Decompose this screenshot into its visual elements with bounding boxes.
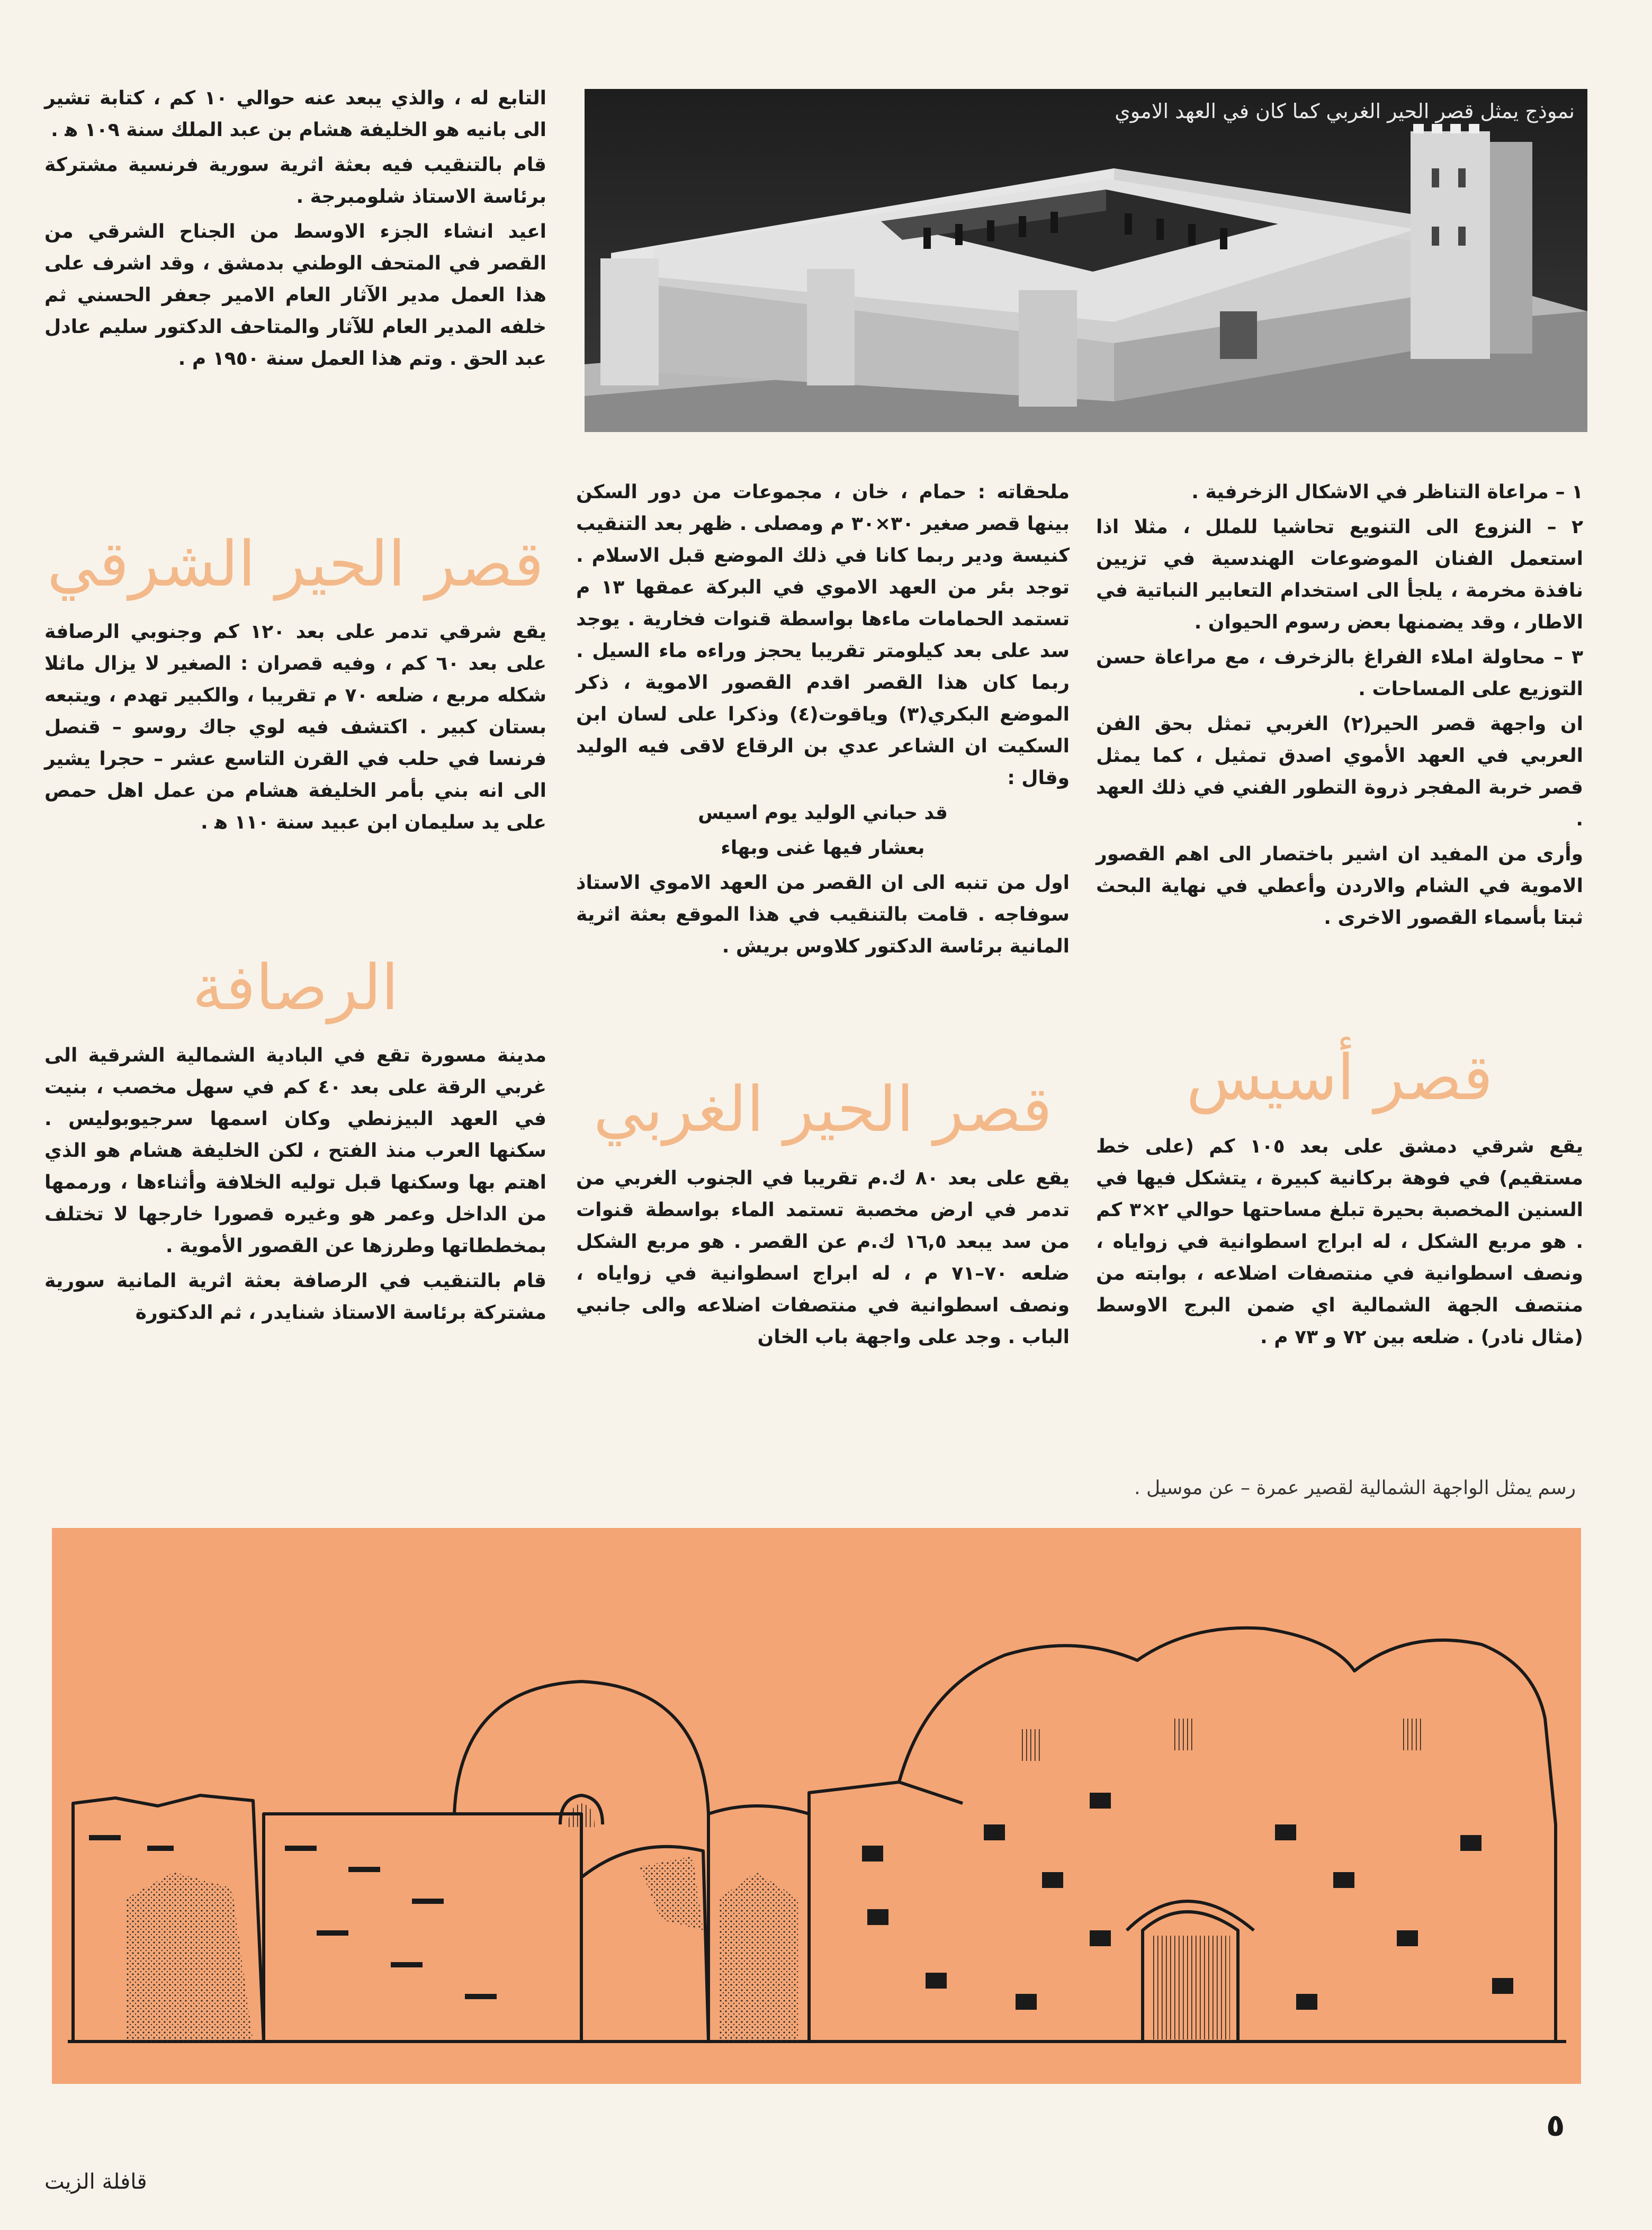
heading-qasr-al-hayr-east: قصر الحير الشرقي — [47, 527, 544, 600]
paragraph: ان واجهة قصر الحير(٢) الغربي تمثل بحق الفن العربي في العهد الأموي اصدق تمثيل ، كما يمثل قصر خربة المفجر ذروة التطور الفني في ذلك العهد . — [1096, 713, 1584, 830]
drawing-caption: رسم يمثل الواجهة الشمالية لقصير عمرة – عن موسيل . — [1134, 1477, 1576, 1499]
paragraph: اعيد انشاء الجزء الاوسط من الجناح الشرقي من القصر في المتحف الوطني بدمشق ، وقد اشرف على هذا العمل مدير الآثار العام الامير جعفر الحسني ثم خلفه المدير العام للآثار والمتاحف الدكتور سليم عادل عبد الحق . وتم هذا العمل سنة ١٩٥٠ م . — [44, 221, 546, 370]
left-column-rusafa-text — [44, 1040, 546, 1332]
list-item: ٢ – النزوع الى التنويع تحاشيا للملل ، مثلا اذا استعمل الفنان الموضوعات الهندسية في تزيين نافذة مخرمة ، يلجأ الى استخدام التعابير النباتية في الاطار ، وقد يضمنها بعض رسوم الحيوان . — [1096, 516, 1583, 633]
heading-qasr-al-hayr-west: قصر الحير الغربي — [593, 1073, 1053, 1146]
heading-qasr-usays: قصر أسيس — [1186, 1041, 1493, 1114]
paragraph: يقع شرقي تدمر على بعد ١٢٠ كم وجنوبي الرصافة على بعد ٦٠ كم ، وفيه قصران : الصغير لا يزال ماثلا شكله مربع ، ضلعه ٧٠ م تقريبا ، والكبير تهدم ، ويتبعه بستان كبير . اكتشف فيه لوي جاك روسو – قنصل فرنسا في حلب في القرن التاسع عشر – حجرا يشير الى انه بني بأمر الخليفة هشام من عمل اهل حمص على يد سليمان ابن عبيد سنة ١١٠ ﻫ . — [44, 621, 546, 833]
poem-verse-1: قد حباني الوليد يوم اسيس — [698, 802, 948, 824]
right-column — [1096, 476, 1583, 937]
paragraph: التابع له ، والذي يبعد عنه حوالي ١٠ كم ، كتابة تشير الى بانيه هو الخليفة هشام بن عبد الملك سنة ١٠٩ ﻫ . — [44, 87, 547, 141]
poem-verse-2: بعشار فيها غنى وبهاء — [721, 837, 925, 859]
facade-line-drawing — [52, 1528, 1581, 2084]
list-item: ٣ – محاولة املاء الفراغ بالزخرف ، مع مراعاة حسن التوزيع على المساحات . — [1096, 646, 1583, 700]
paragraph: وأرى من المفيد ان اشير باختصار الى اهم القصور الاموية في الشام والاردن وأعطي في نهاية البحث ثبتا بأسماء القصور الاخرى . — [1096, 843, 1583, 929]
paragraph: مدينة مسورة تقع في البادية الشمالية الشرقية الى غربي الرقة على بعد ٤٠ كم في سهل مخصب ، بنيت في العهد البيزنطي وكان اسمها سرجيوبوليس . سكنها العرب منذ الفتح ، لكن الخليفة هشام هو الذي اهتم بها وسكنها قبل توليه الخلافة وأثناءها ، ورممها من الداخل وعمر هو وغيره قصورا خارجها لا تختلف بمخططاتها وطرزها عن القصور الأموية . — [44, 1045, 547, 1257]
castle-model-image — [585, 89, 1587, 432]
paragraph: اول من تنبه الى ان القصر من العهد الاموي الاستاذ سوفاجه . قامت بالتنقيب في هذا الموقع بعثة اثرية المانية برئاسة الدكتور كلاوس بريش . — [576, 872, 1070, 957]
middle-column-west-palace-text — [576, 1163, 1070, 1356]
paragraph: قام بالتنقيب في الرصافة بعثة اثرية المانية سورية مشتركة برئاسة الاستاذ شنايدر ، ثم الدكتورة — [44, 1270, 546, 1324]
magazine-name: قافلة الزيت — [44, 2170, 147, 2194]
paragraph: يقع شرقي دمشق على بعد ١٠٥ كم (على خط مستقيم) في فوهة بركانية كبيرة ، يتشكل فيها في السنين المخصبة بحيرة تبلغ مساحتها حوالي ٢×٣ كم . هو مربع الشكل ، له ابراج اسطوانية في زواياه ، ونصف اسطوانية في منتصفات اضلاعه ، بوابته من منتصف الجهة الشمالية اي ضمن البرج الاوسط (مثال نادر) . ضلعه بين ٧٢ و ٧٣ م . — [1096, 1136, 1583, 1348]
left-column-east-palace-text — [44, 616, 546, 842]
right-column-usays-text — [1096, 1131, 1583, 1356]
list-item: ١ – مراعاة التناظر في الاشكال الزخرفية . — [1191, 481, 1583, 503]
heading-rusafa: الرصافة — [192, 951, 399, 1024]
qusayr-amra-facade-drawing — [52, 1528, 1581, 2084]
paragraph: قام بالتنقيب فيه بعثة اثرية سورية فرنسية مشتركة برئاسة الاستاذ شلومبرجة . — [44, 154, 546, 208]
castle-model-photo — [585, 89, 1587, 432]
paragraph: ملحقاته : حمام ، خان ، مجموعات من دور السكن بينها قصر صغير ٣٠×٣٠ م ومصلى . ظهر بعد التنقيب كنيسة ودير ربما كانا في ذلك الموضع قبل الاسلام . توجد بئر من العهد الاموي في البركة عمقها ١٣ م تستمد الحمامات ماءها بواسطة قنوات فخارية . يوجد سد على بعد كيلومتر تقريبا يحجز وراءه ماء السيل . ربما كان هذا القصر اقدم القصور الاموية ، ذكر الموضع البكري(٣) وياقوت(٤) وذكرا على لسان ابن السكيت ان الشاعر عدي بن الرقاع لاقى فيه الوليد وقال : — [576, 481, 1070, 789]
left-column — [44, 83, 546, 378]
photo-caption: نموذج يمثل قصر الحير الغربي كما كان في العهد الاموي — [1115, 100, 1575, 123]
paragraph: يقع على بعد ٨٠ ك.م تقريبا في الجنوب الغربي من تدمر في ارض مخصبة تستمد الماء بواسطة قنوات من سد يبعد ١٦,٥ ك.م عن القصر . هو مربع الشكل ضلعه ٧٠–٧١ م ، له ابراج اسطوانية في زواياه ، ونصف اسطوانية في منتصفات اضلاعه والى جانبي الباب . وجد على واجهة باب الخان — [576, 1167, 1070, 1348]
middle-column — [576, 476, 1070, 966]
page-number: ٥ — [1546, 2107, 1565, 2143]
